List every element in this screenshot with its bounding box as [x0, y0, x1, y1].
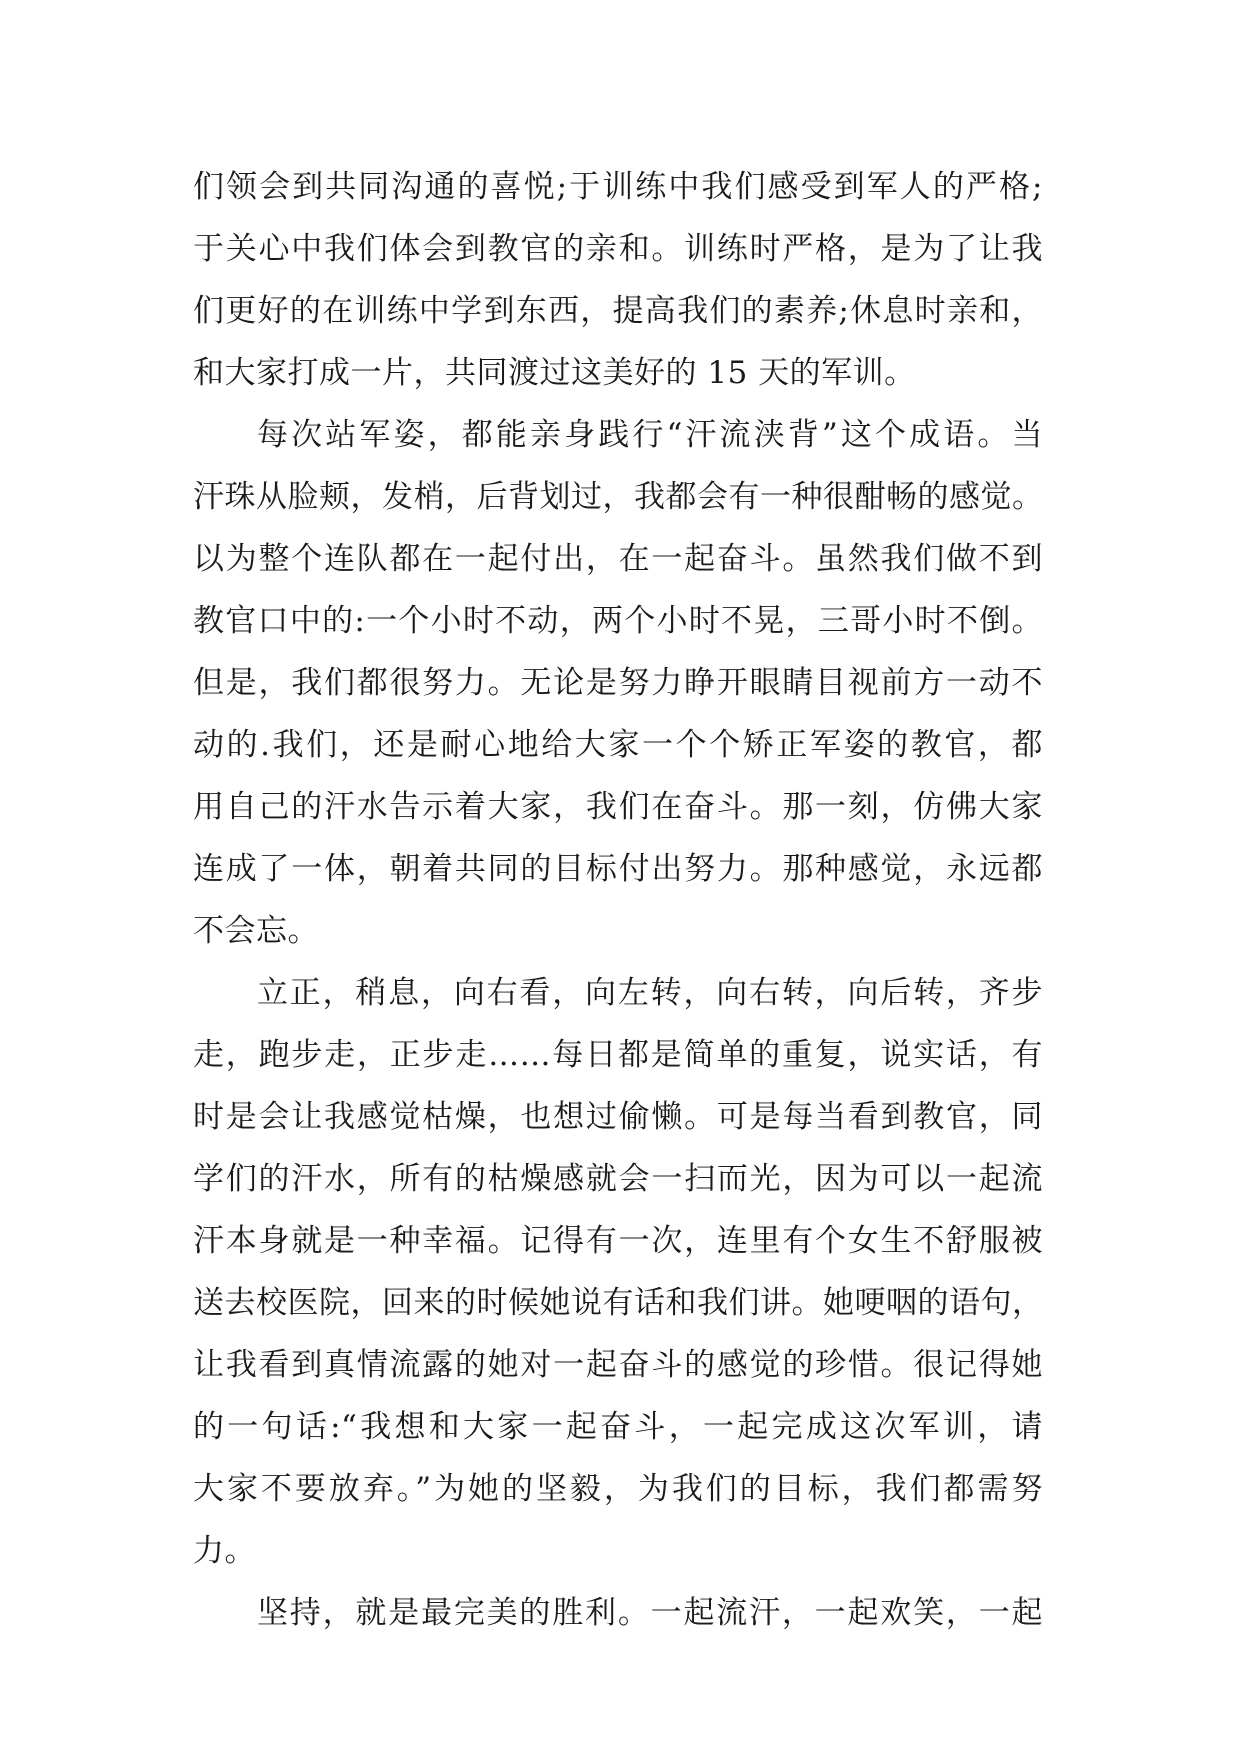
text-line: 汗本身就是一种幸福。记得有一次，连里有个女生不舒服被 — [193, 1223, 1043, 1259]
document-body — [193, 156, 1043, 1644]
text-line: 让我看到真情流露的她对一起奋斗的感觉的珍惜。很记得她 — [193, 1347, 1043, 1383]
paragraph-first-line: 立正，稍息，向右看，向左转，向右转，向后转，齐步 — [257, 975, 1043, 1011]
text-line: 们更好的在训练中学到东西，提高我们的素养;休息时亲和， — [193, 293, 1043, 329]
text-line: 送去校医院，回来的时候她说有话和我们讲。她哽咽的语句， — [193, 1285, 1044, 1321]
text-line: 于关心中我们体会到教官的亲和。训练时严格，是为了让我 — [193, 231, 1043, 267]
text-line: 教官口中的:一个小时不动，两个小时不晃，三哥小时不倒。 — [193, 603, 1043, 639]
text-line: 动的.我们，还是耐心地给大家一个个矫正军姿的教官，都 — [193, 727, 1043, 763]
text-line: 以为整个连队都在一起付出，在一起奋斗。虽然我们做不到 — [193, 541, 1043, 577]
text-line: 连成了一体，朝着共同的目标付出努力。那种感觉，永远都 — [193, 851, 1043, 887]
text-line: 汗珠从脸颊，发梢，后背划过，我都会有一种很酣畅的感觉。 — [193, 479, 1044, 515]
text-line: 力。 — [193, 1533, 256, 1569]
text-line: 用自己的汗水告示着大家，我们在奋斗。那一刻，仿佛大家 — [193, 789, 1043, 825]
text-line: 们领会到共同沟通的喜悦;于训练中我们感受到军人的严格; — [193, 169, 1043, 205]
paragraph-first-line: 坚持，就是最完美的胜利。一起流汗，一起欢笑，一起 — [257, 1595, 1043, 1631]
text-line: 学们的汗水，所有的枯燥感就会一扫而光，因为可以一起流 — [193, 1161, 1043, 1197]
text-line: 和大家打成一片，共同渡过这美好的 15 天的军训。 — [193, 355, 916, 391]
text-line: 的一句话:“我想和大家一起奋斗，一起完成这次军训，请 — [193, 1409, 1043, 1445]
text-line: 大家不要放弃。”为她的坚毅，为我们的目标，我们都需努 — [193, 1471, 1043, 1507]
text-line: 但是，我们都很努力。无论是努力睁开眼睛目视前方一动不 — [193, 665, 1043, 701]
text-line: 时是会让我感觉枯燥，也想过偷懒。可是每当看到教官，同 — [193, 1099, 1043, 1135]
text-line: 走，跑步走，正步走……每日都是简单的重复，说实话，有 — [193, 1037, 1043, 1073]
paragraph-first-line: 每次站军姿，都能亲身践行“汗流浃背”这个成语。当 — [257, 417, 1043, 453]
text-line: 不会忘。 — [193, 913, 319, 949]
